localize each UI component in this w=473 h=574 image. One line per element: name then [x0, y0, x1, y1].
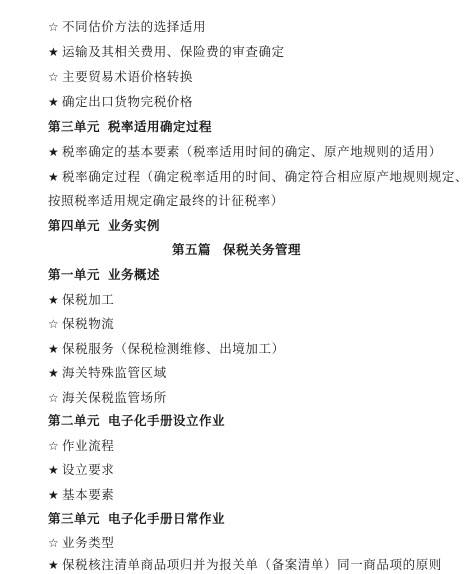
item-text: 确定出口货物完税价格	[62, 94, 194, 109]
unit-title: 电子化手册日常作业	[108, 511, 226, 526]
list-item	[48, 534, 463, 552]
solid-star-icon: ★	[48, 170, 60, 184]
solid-star-icon: ★	[48, 95, 60, 109]
unit-heading	[48, 217, 463, 235]
unit-heading	[48, 266, 463, 284]
hollow-star-icon: ☆	[48, 439, 60, 453]
item-text: 保税物流	[62, 316, 115, 331]
list-item	[48, 461, 463, 479]
solid-star-icon: ★	[48, 342, 60, 356]
list-item	[48, 68, 463, 86]
unit-title: 业务实例	[108, 218, 161, 233]
item-text: 海关特殊监管区域	[62, 365, 167, 380]
item-text: 税率确定过程（确定税率适用的时间、确定符合相应原产地规则规定、	[62, 169, 469, 184]
list-item-continuation	[48, 192, 463, 210]
unit-number: 第三单元	[48, 511, 101, 526]
hollow-star-icon: ☆	[48, 70, 60, 84]
list-item	[48, 18, 463, 36]
hollow-star-icon: ☆	[48, 391, 60, 405]
unit-title: 税率适用确定过程	[108, 119, 213, 134]
item-text: 主要贸易术语价格转换	[62, 69, 194, 84]
item-text: 不同估价方法的选择适用	[62, 19, 207, 34]
chapter-number: 第五篇	[171, 242, 211, 257]
list-item	[48, 556, 463, 574]
solid-star-icon: ★	[48, 145, 60, 159]
list-item	[48, 340, 463, 358]
item-text: 保税服务（保税检测维修、出境加工）	[62, 341, 285, 356]
list-item	[48, 168, 469, 186]
unit-heading	[48, 412, 463, 430]
solid-star-icon: ★	[48, 366, 60, 380]
list-item	[48, 93, 463, 111]
item-text: 设立要求	[62, 462, 115, 477]
list-item	[48, 364, 463, 382]
unit-number: 第三单元	[48, 119, 101, 134]
item-text: 基本要素	[62, 487, 115, 502]
list-item	[48, 291, 463, 309]
unit-number: 第四单元	[48, 218, 101, 233]
list-item	[48, 486, 463, 504]
list-item	[48, 389, 463, 407]
unit-title: 电子化手册设立作业	[108, 413, 226, 428]
solid-star-icon: ★	[48, 293, 60, 307]
list-item	[48, 315, 463, 333]
unit-heading	[48, 510, 463, 528]
hollow-star-icon: ☆	[48, 317, 60, 331]
list-item	[48, 43, 463, 61]
hollow-star-icon: ☆	[48, 536, 60, 550]
item-text: 业务类型	[62, 535, 115, 550]
unit-title: 业务概述	[108, 267, 161, 282]
item-text: 运输及其相关费用、保险费的审查确定	[62, 44, 285, 59]
chapter-title: 保税关务管理	[223, 242, 302, 257]
unit-heading	[48, 118, 463, 136]
hollow-star-icon: ☆	[48, 20, 60, 34]
chapter-heading	[0, 241, 473, 259]
item-text: 按照税率适用规定确定最终的计征税率）	[48, 193, 284, 208]
solid-star-icon: ★	[48, 463, 60, 477]
solid-star-icon: ★	[48, 558, 60, 572]
unit-number: 第二单元	[48, 413, 101, 428]
item-text: 保税核注清单商品项归并为报关单（备案清单）同一商品项的原则	[62, 557, 442, 572]
list-item	[48, 143, 463, 161]
item-text: 税率确定的基本要素（税率适用时间的确定、原产地规则的适用）	[62, 144, 442, 159]
list-item	[48, 437, 463, 455]
item-text: 海关保税监管场所	[62, 390, 167, 405]
solid-star-icon: ★	[48, 45, 60, 59]
solid-star-icon: ★	[48, 488, 60, 502]
unit-number: 第一单元	[48, 267, 101, 282]
item-text: 保税加工	[62, 292, 115, 307]
item-text: 作业流程	[62, 438, 115, 453]
